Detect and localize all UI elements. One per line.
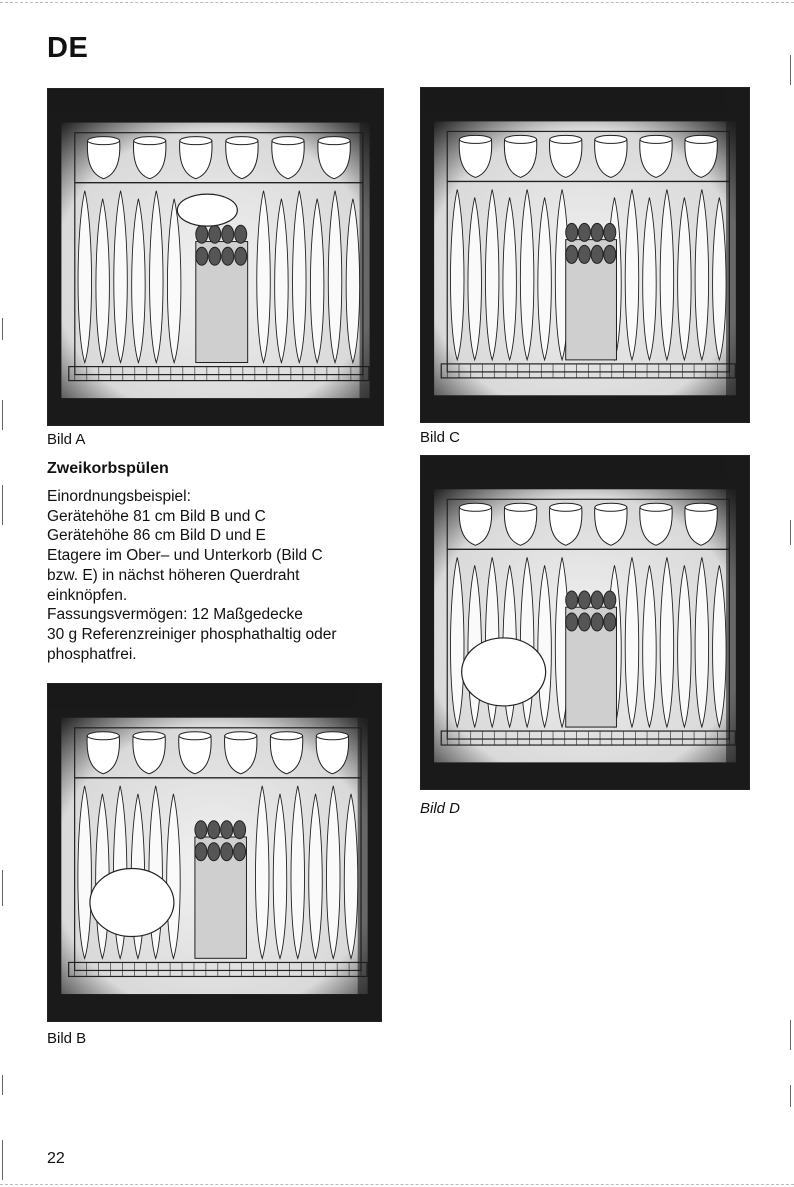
cup-rim xyxy=(316,732,348,740)
cutlery-handle xyxy=(578,245,590,263)
scan-margin-mark xyxy=(790,520,791,545)
text-line: bzw. E) in nächst höheren Querdraht xyxy=(47,566,300,584)
section-body xyxy=(47,459,387,664)
cutlery-handle xyxy=(196,225,208,243)
cup-rim xyxy=(459,503,491,511)
cutlery-handle xyxy=(235,225,247,243)
scan-margin-mark xyxy=(2,400,3,430)
scan-margin-mark xyxy=(790,1085,791,1107)
figure-d-dishwasher-rack xyxy=(420,455,750,790)
cup-rim xyxy=(505,503,537,511)
cup-rim xyxy=(459,135,491,143)
cutlery-handle xyxy=(604,223,616,241)
cutlery-handle xyxy=(221,843,233,861)
scan-edge-bottom xyxy=(0,1184,794,1185)
scan-margin-mark xyxy=(2,1075,3,1095)
cup-rim xyxy=(685,503,717,511)
dishwasher-rack-illustration-d xyxy=(421,456,749,789)
figure-c-dishwasher-rack xyxy=(420,87,750,423)
cup-rim xyxy=(505,135,537,143)
large-plate xyxy=(90,869,174,937)
cup-rim xyxy=(550,503,582,511)
cutlery-handle xyxy=(195,821,207,839)
dishwasher-rack-illustration-a xyxy=(48,89,383,425)
scan-margin-mark xyxy=(2,1140,3,1180)
text-line: phosphatfrei. xyxy=(47,645,137,663)
text-line: Fassungsvermögen: 12 Maßgedecke xyxy=(47,606,303,624)
text-line: Gerätehöhe 81 cm Bild B und C xyxy=(47,507,266,525)
section-title: Zweikorbspülen xyxy=(47,460,169,477)
dishwasher-rack-illustration-c xyxy=(421,88,749,422)
cup-rim xyxy=(134,137,166,145)
cutlery-handle xyxy=(578,613,590,631)
cutlery-basket xyxy=(196,225,248,362)
cup-rim xyxy=(640,503,672,511)
text-line: Einordnungsbeispiel: xyxy=(47,488,191,505)
cup-rim xyxy=(133,732,165,740)
cup-rim xyxy=(225,732,257,740)
figure-a-dishwasher-rack xyxy=(47,88,384,426)
figure-b-dishwasher-rack xyxy=(47,683,382,1022)
scan-margin-mark xyxy=(2,870,3,906)
cutlery-handle xyxy=(604,613,616,631)
text-line: Gerätehöhe 86 cm Bild D und E xyxy=(47,527,266,545)
large-plate xyxy=(177,194,237,226)
figure-c-caption: Bild C xyxy=(420,429,461,446)
cutlery-handle xyxy=(234,843,246,861)
cutlery-handle xyxy=(604,245,616,263)
cup-rim xyxy=(226,137,258,145)
cutlery-handle xyxy=(195,843,207,861)
cup-rim xyxy=(272,137,304,145)
language-code: DE xyxy=(47,32,89,64)
text-line: einknöpfen. xyxy=(47,586,128,604)
cutlery-handle xyxy=(604,591,616,609)
text-line: Etagere im Ober– und Unterkorb (Bild C xyxy=(47,547,323,565)
scan-edge-top xyxy=(0,2,794,3)
cup-rim xyxy=(179,732,211,740)
cup-rim xyxy=(640,135,672,143)
cup-rim xyxy=(595,135,627,143)
cup-rim xyxy=(685,135,717,143)
scan-margin-mark xyxy=(790,55,791,85)
cutlery-handle xyxy=(566,591,578,609)
cutlery-handle xyxy=(235,247,247,265)
page-number: 22 xyxy=(47,1150,65,1167)
cutlery-handle xyxy=(234,821,246,839)
cutlery-handle xyxy=(591,613,603,631)
cutlery-handle xyxy=(591,591,603,609)
cutlery-handle xyxy=(208,843,220,861)
cup-rim xyxy=(318,137,350,145)
cutlery-basket xyxy=(566,223,617,359)
cup-rim xyxy=(595,503,627,511)
dishwasher-rack-illustration-b xyxy=(48,684,381,1021)
cutlery-handle xyxy=(566,223,578,241)
cutlery-handle xyxy=(578,591,590,609)
cutlery-handle xyxy=(222,225,234,243)
figure-b-caption: Bild B xyxy=(47,1030,87,1047)
cutlery-basket xyxy=(195,821,247,959)
cutlery-handle xyxy=(208,821,220,839)
cup-rim xyxy=(271,732,303,740)
text-line: 30 g Referenzreiniger phosphathaltig oder xyxy=(47,625,337,643)
figure-a-caption: Bild A xyxy=(47,431,86,448)
cutlery-handle xyxy=(209,247,221,265)
cutlery-handle xyxy=(578,223,590,241)
cutlery-handle xyxy=(591,223,603,241)
figure-d-caption: Bild D xyxy=(420,800,461,817)
cutlery-handle xyxy=(209,225,221,243)
cutlery-handle xyxy=(222,247,234,265)
scan-margin-mark xyxy=(2,318,3,340)
cutlery-handle xyxy=(221,821,233,839)
cup-rim xyxy=(180,137,212,145)
cutlery-handle xyxy=(196,247,208,265)
scan-margin-mark xyxy=(790,1020,791,1050)
cutlery-handle xyxy=(566,613,578,631)
cutlery-basket xyxy=(566,591,617,727)
cutlery-handle xyxy=(591,245,603,263)
cup-rim xyxy=(550,135,582,143)
cup-rim xyxy=(87,732,119,740)
scan-margin-mark xyxy=(2,485,3,525)
cutlery-handle xyxy=(566,245,578,263)
cup-rim xyxy=(88,137,120,145)
large-plate xyxy=(462,638,546,706)
